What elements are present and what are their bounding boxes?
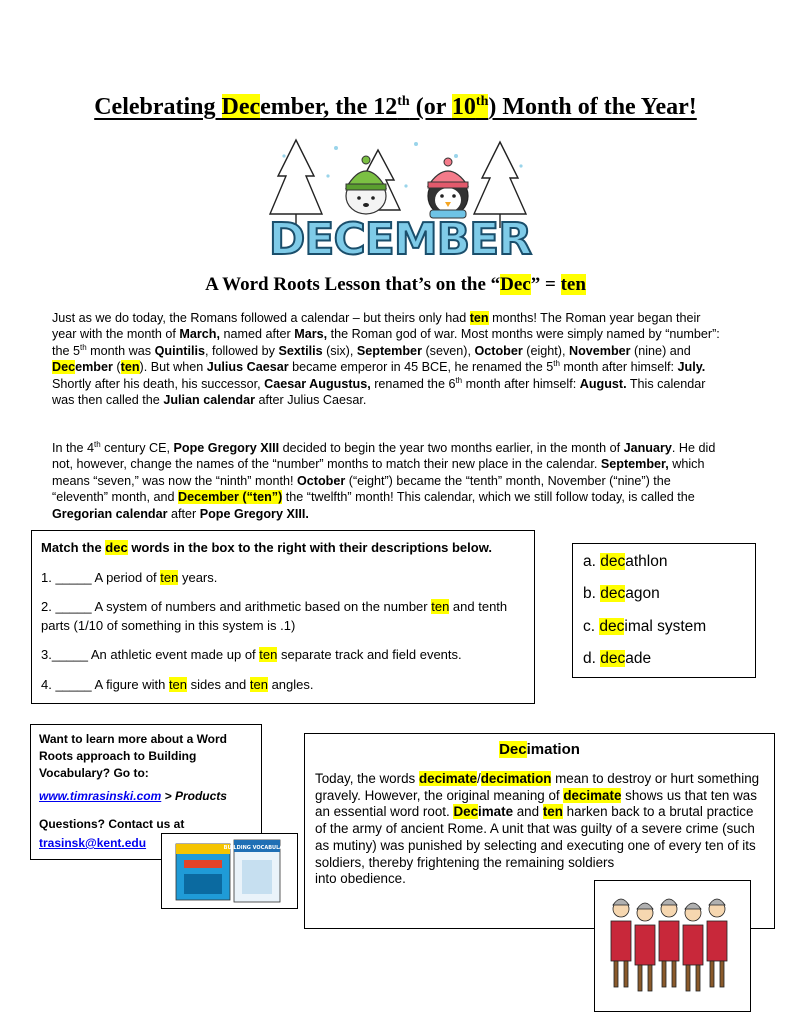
p1-october: October [474, 343, 523, 358]
roman-soldiers-image [594, 880, 751, 1012]
title-mid2: (or [409, 94, 452, 120]
p1-sextilis: Sextilis [278, 343, 323, 358]
subtitle-hl-dec: Dec [500, 274, 531, 295]
q2-hl: ten [431, 599, 450, 614]
p1-s11: ( [112, 360, 121, 375]
p1-ten: ten [469, 311, 489, 325]
p1-s3: named after [220, 327, 295, 342]
dec-decimate: decimate [418, 771, 478, 786]
question-2 [41, 597, 524, 635]
p1-s19: after Julius Caesar. [255, 393, 367, 408]
dec-decimation: decimation [480, 771, 552, 786]
answer-c-letter: c. [583, 618, 600, 635]
p1-september: September [356, 343, 422, 358]
p1-s4: the Roman god of war. Most months were simply named by “number”: the 5 [52, 327, 720, 358]
answer-d [583, 650, 651, 668]
page-title [0, 94, 791, 121]
p2-s8: after [167, 506, 200, 521]
intro-paragraph [52, 310, 728, 408]
p1-s14: month after himself: [559, 360, 678, 375]
title-mid: ember, the 12 [260, 94, 398, 120]
p1-august: August. [579, 376, 627, 391]
p1-s7: (six), [322, 343, 357, 358]
q4-hl2: ten [249, 677, 268, 692]
answer-b [583, 585, 660, 603]
decimation-text [315, 771, 767, 888]
answer-d-hl: dec [600, 650, 626, 667]
title-highlight-10 [452, 94, 488, 120]
p1-s13: became emperor in 45 BCE, he renamed the 5 [288, 360, 554, 375]
dec-t5: harken back to a brutal practice of the army of ancient Rome. A unit that was guilty of a severe crime (such as mutiny) was punished by selecting and executing one of every ten of its soldiers, thereby frightening the remaining soldiers [315, 804, 756, 870]
q1-post: years. [178, 570, 218, 585]
book-title: BUILDING VOCABULARY [223, 845, 291, 851]
title-pre: Celebrating [94, 94, 222, 120]
p1-s18: This calendar was then called the [52, 376, 706, 408]
p1-s10: (nine) and [630, 343, 691, 358]
q3-hl: ten [259, 647, 278, 662]
p1-s8: (seven), [421, 343, 475, 358]
p2-s3: decided to begin the year two months earlier, in the month of [279, 441, 624, 455]
p2-january: January [623, 441, 672, 455]
p2-december-ten: December (“ten”) [178, 490, 283, 505]
p1-ten2: ten [120, 360, 140, 375]
q2-post: and tenth parts (1/10 of something in this system is .1) [41, 599, 508, 633]
question-3 [41, 645, 524, 664]
p1-s2: months! The Roman year began their year with the month of [52, 311, 701, 342]
title-hl-10: 10 [451, 94, 476, 120]
p2-pope2: Pope Gregory XIII. [199, 506, 309, 521]
book-covers-icon [162, 834, 297, 908]
dec-dec: Dec [453, 804, 479, 820]
title-post: ) Month of the Year! [488, 94, 697, 120]
p2-pope: Pope Gregory XIII [173, 441, 280, 455]
learn-more-text: Want to learn more about a Word Roots approach to Building Vocabulary? Go to: [39, 732, 228, 780]
p2-s6: (“eight”) became the “tenth” month, November (“nine”) the “eleventh” month, and [52, 473, 671, 505]
gregorian-paragraph [52, 440, 728, 522]
dec-t1: Today, the words [315, 771, 419, 786]
matching-instructions [41, 540, 492, 555]
p1-th3: th [455, 375, 463, 385]
q4-post: angles. [267, 677, 314, 692]
book-covers-image [161, 833, 298, 909]
title-sup2: th [475, 94, 489, 109]
website-products: > Products [161, 789, 227, 803]
roman-soldiers-icon [595, 881, 750, 1011]
p1-mars: Mars, [294, 327, 328, 342]
p1-julius: Julius Caesar [206, 360, 289, 375]
p1-quintilis: Quintilis [154, 343, 205, 358]
p1-july: July. [677, 360, 706, 375]
dec-t2: mean to destroy or hurt something gravely. However, the original meaning of [315, 771, 760, 803]
p2-s5: which means “seven,” was now the “ninth” month! [52, 457, 705, 488]
question-4 [41, 675, 524, 694]
q4-mid: sides and [187, 677, 250, 692]
answer-d-rest: ade [625, 650, 652, 667]
answer-c-rest: imal system [624, 618, 707, 635]
dec-t6: into obedience. [315, 871, 406, 887]
banner-word: DECEMBER [268, 214, 532, 262]
p2-s7: the “twelfth” month! This calendar, which we still follow today, is called the [282, 490, 695, 505]
p1-s16: renamed the 6 [370, 376, 456, 391]
december-banner-illustration [266, 136, 534, 262]
website-line [39, 788, 255, 805]
website-link[interactable]: www.timrasinski.com [39, 789, 162, 803]
q4-hl1: ten [168, 677, 188, 692]
answer-c-hl: dec [599, 618, 625, 635]
email-link[interactable]: trasinsk@kent.edu [39, 836, 147, 850]
subtitle-mid: ” = [530, 274, 561, 295]
p2-s4: . He did not, however, change the names of the “number” months to match their new place in the calendar. [52, 441, 716, 472]
p1-julian: Julian calendar [163, 393, 256, 408]
p2-october: October [297, 473, 346, 488]
title-highlight-dec: Dec [221, 94, 261, 120]
dec-imate: imate [478, 804, 514, 820]
p1-s15: Shortly after his death, his successor, [52, 376, 265, 391]
match-head-hl: dec [105, 540, 128, 555]
dec-slash: / [477, 771, 481, 786]
p2-th1: th [94, 439, 101, 449]
questions-text: Questions? Contact us at [39, 817, 185, 831]
answer-d-letter: d. [583, 650, 601, 667]
subtitle-pre: A Word Roots Lesson that’s on the “ [205, 274, 501, 295]
p1-ember: ember [75, 360, 113, 375]
answer-a-hl: dec [600, 553, 626, 570]
dec-ten: ten [542, 804, 563, 820]
match-head-pre: Match the [41, 540, 106, 555]
p2-gregorian: Gregorian calendar [52, 506, 168, 521]
p1-augustus: Caesar Augustus, [264, 376, 371, 391]
match-head-post: words in the box to the right with their descriptions below. [127, 540, 492, 555]
p1-s6: , followed by [204, 343, 279, 358]
p2-september: September, [600, 457, 669, 472]
q4-pre: 4. _____ A figure with [41, 677, 169, 692]
question-1 [41, 568, 524, 587]
p1-november: November [568, 343, 631, 358]
answer-b-rest: agon [625, 585, 660, 602]
lesson-subtitle [0, 274, 791, 296]
p1-th1: th [80, 342, 87, 352]
answer-a [583, 553, 667, 571]
p1-th2: th [553, 359, 560, 369]
answer-c [583, 618, 706, 636]
p1-march: March, [179, 327, 220, 342]
p1-s17: month after himself: [462, 376, 580, 391]
dec-t4: and [513, 804, 543, 820]
matching-exercise-box [31, 530, 535, 704]
p1-s12: ). But when [139, 360, 207, 375]
q3-post: separate track and field events. [277, 647, 462, 662]
dec-title-hl: Dec [499, 741, 527, 758]
q1-hl: ten [160, 570, 179, 585]
answer-a-letter: a. [583, 553, 601, 570]
answer-b-hl: dec [600, 585, 626, 602]
subtitle-hl-ten: ten [560, 274, 586, 295]
title-sup: th [397, 94, 410, 109]
dec-title-rest: imation [526, 741, 580, 758]
answer-a-rest: athlon [625, 553, 668, 570]
answer-b-letter: b. [583, 585, 601, 602]
p1-s9: (eight), [522, 343, 569, 358]
p1-s5: month was [86, 343, 155, 358]
p2-s2: century CE, [100, 441, 174, 455]
dec-decimate2: decimate [563, 787, 622, 803]
p1-dec: Dec [52, 360, 76, 375]
decimation-title [305, 741, 774, 758]
answer-choices-box [572, 543, 756, 678]
p1-s1: Just as we do today, the Romans followed a calendar – but theirs only had [52, 311, 470, 325]
dec-t3: shows us that ten was an essential word root. [315, 787, 757, 820]
q1-pre: 1. _____ A period of [41, 570, 161, 585]
q3-pre: 3._____ An athletic event made up of [41, 647, 260, 662]
q2-pre: 2. _____ A system of numbers and arithmetic based on the number [41, 599, 432, 614]
p2-s1: In the 4 [52, 441, 95, 455]
snowflakes-icon [282, 142, 522, 188]
penguin-icon [428, 158, 468, 218]
